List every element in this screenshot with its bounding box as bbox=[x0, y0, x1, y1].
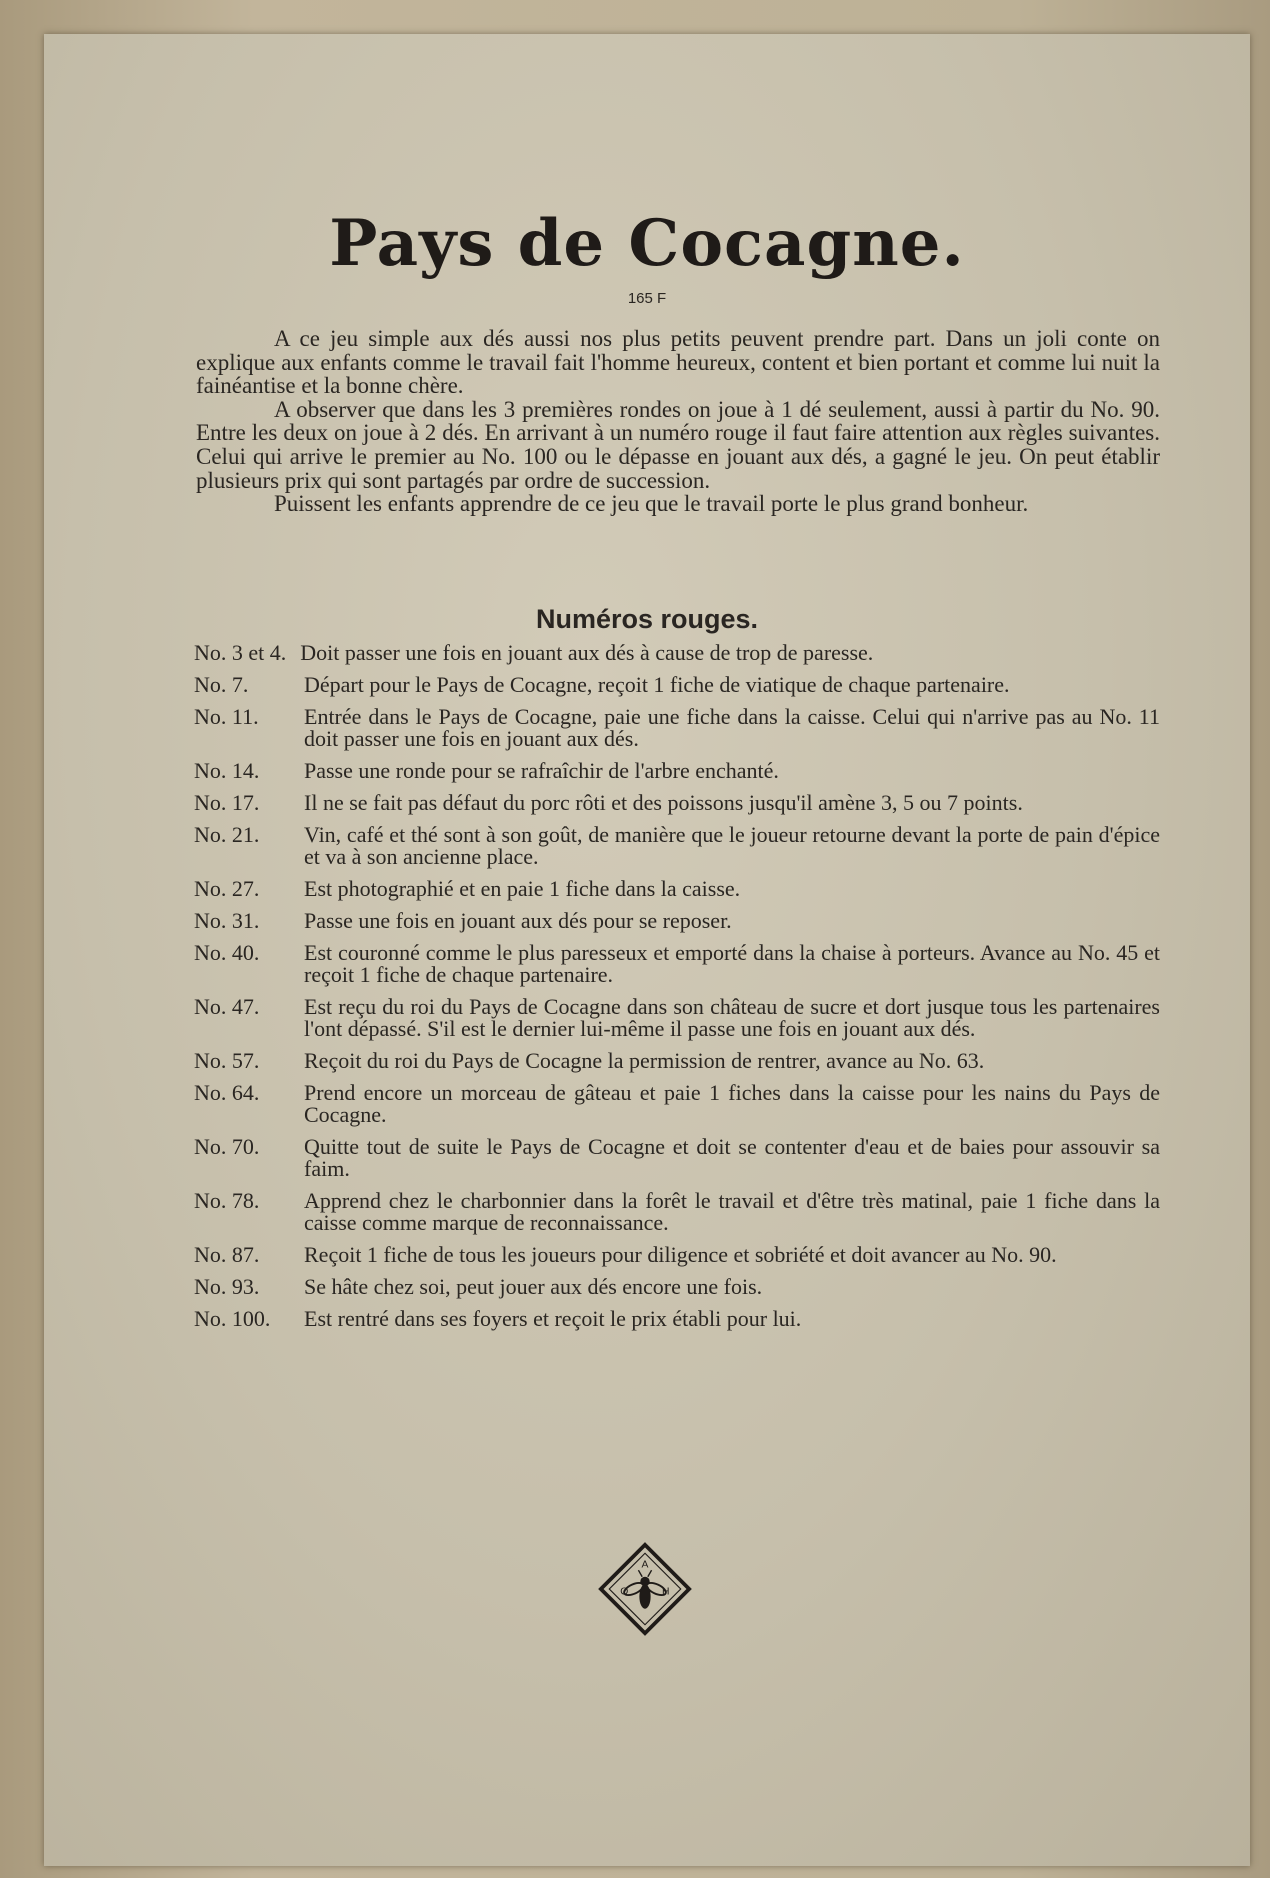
rule-text: Prend encore un morceau de gâteau et paie 1 fiches dans la caisse pour les nains du Pays de Cocagne. bbox=[304, 1080, 1160, 1127]
emblem-letter: H bbox=[661, 1586, 670, 1598]
rule-text: Se hâte chez soi, peut jouer aux dés encore une fois. bbox=[304, 1274, 763, 1299]
rule-item bbox=[194, 996, 1160, 1040]
rule-item bbox=[194, 942, 1160, 986]
rule-number: No. 100. bbox=[194, 1306, 271, 1331]
rule-number: No. 14. bbox=[194, 758, 260, 783]
rule-number: No. 27. bbox=[194, 876, 260, 901]
rule-number: No. 31. bbox=[194, 908, 260, 933]
section-heading: Numéros rouges. bbox=[535, 604, 759, 634]
rule-item bbox=[194, 1308, 1160, 1330]
rule-number: No. 93. bbox=[194, 1274, 260, 1299]
rule-number: No. 3 et 4. bbox=[194, 640, 287, 665]
rule-item bbox=[194, 1082, 1160, 1126]
rule-item bbox=[194, 910, 1160, 932]
rule-item bbox=[194, 792, 1160, 814]
rule-text: Reçoit du roi du Pays de Cocagne la permission de rentrer, avance au No. 63. bbox=[304, 1048, 985, 1073]
rule-text: Vin, café et thé sont à son goût, de manière que le joueur retourne devant la porte de pain d'épice et va à son ancienne place. bbox=[304, 822, 1160, 869]
intro-paragraph: Puissent les enfants apprendre de ce jeu que le travail porte le plus grand bonheur. bbox=[274, 491, 1029, 517]
rule-number: No. 40. bbox=[194, 940, 260, 965]
emblem-letter: A bbox=[641, 1559, 649, 1571]
rule-number: No. 21. bbox=[194, 822, 260, 847]
rule-number: No. 11. bbox=[194, 704, 259, 729]
rule-text: Quitte tout de suite le Pays de Cocagne et doit se contenter d'eau et de baies pour assouvir sa faim. bbox=[304, 1134, 1160, 1181]
rule-item bbox=[194, 1190, 1160, 1234]
rule-item bbox=[194, 878, 1160, 900]
rule-text: Apprend chez le charbonnier dans la forêt le travail et d'être très matinal, paie 1 fiche dans la caisse comme marque de reconnaissance. bbox=[304, 1188, 1160, 1235]
rule-number: No. 17. bbox=[194, 790, 260, 815]
rule-item bbox=[194, 1244, 1160, 1266]
emblem-letter: O bbox=[620, 1586, 629, 1598]
rule-text: Passe une fois en jouant aux dés pour se reposer. bbox=[304, 908, 732, 933]
document-title: Pays de Cocagne. bbox=[329, 206, 965, 281]
rule-text: Il ne se fait pas défaut du porc rôti et des poissons jusqu'il amène 3, 5 ou 7 points. bbox=[304, 790, 1023, 815]
rule-number: No. 78. bbox=[194, 1188, 260, 1213]
rule-text: Reçoit 1 fiche de tous les joueurs pour diligence et sobriété et doit avancer au No. 90. bbox=[304, 1242, 1057, 1267]
rule-text: Est couronné comme le plus paresseux et emporté dans la chaise à porteurs. Avance au No. 45 et reçoit 1 fiche de chaque partenaire. bbox=[304, 940, 1160, 987]
rule-item bbox=[194, 1276, 1160, 1298]
bee-diamond-logo bbox=[598, 1542, 692, 1636]
rule-text: Est reçu du roi du Pays de Cocagne dans son château de sucre et dort jusque tous les partenaires l'ont dépassé. S'il est le dernier lui-même il passe une fois en jouant aux dés. bbox=[304, 994, 1160, 1041]
intro-text bbox=[196, 327, 1160, 516]
rule-number: No. 47. bbox=[194, 994, 260, 1019]
intro-paragraph: A ce jeu simple aux dés aussi nos plus petits peuvent prendre part. Dans un joli conte on explique aux enfants comme le travail fait l'homme heureux, content et bien portant et comme lui nuit la fainéantise et la bonne chère. bbox=[196, 326, 1160, 399]
rule-item bbox=[194, 1136, 1160, 1180]
rule-number: No. 87. bbox=[194, 1242, 260, 1267]
rule-item bbox=[194, 642, 1160, 664]
document-code: 165 F bbox=[627, 290, 667, 307]
rule-text: Passe une ronde pour se rafraîchir de l'arbre enchanté. bbox=[304, 758, 779, 783]
rule-number: No. 57. bbox=[194, 1048, 260, 1073]
rule-item bbox=[194, 824, 1160, 868]
red-numbers-list bbox=[194, 642, 1160, 1340]
rule-text: Entrée dans le Pays de Cocagne, paie une fiche dans la caisse. Celui qui n'arrive pas au No. 11 doit passer une fois en jouant aux dés. bbox=[304, 704, 1160, 751]
rule-number: No. 64. bbox=[194, 1080, 260, 1105]
rule-text: Est photographié et en paie 1 fiche dans la caisse. bbox=[304, 876, 741, 901]
rule-text: Est rentré dans ses foyers et reçoit le prix établi pour lui. bbox=[304, 1306, 802, 1331]
rule-number: No. 70. bbox=[194, 1134, 260, 1159]
rule-item bbox=[194, 760, 1160, 782]
rule-item bbox=[194, 674, 1160, 696]
rule-item bbox=[194, 706, 1160, 750]
intro-paragraph: A observer que dans les 3 premières rondes on joue à 1 dé seulement, aussi à partir du No. 90. Entre les deux on joue à 2 dés. En arrivant à un numéro rouge il faut faire attention aux règles suivantes. Celui qui arrive le premier au No. 100 ou le dépasse en jouant aux dés, a gagné le jeu. On peut établir plusieurs prix qui sont partagés par ordre de succession. bbox=[196, 396, 1160, 493]
rules-sheet bbox=[44, 34, 1250, 1866]
rule-text: Départ pour le Pays de Cocagne, reçoit 1 fiche de viatique de chaque partenaire. bbox=[304, 672, 1010, 697]
rule-number: No. 7. bbox=[194, 672, 249, 697]
rule-item bbox=[194, 1050, 1160, 1072]
rule-text: Doit passer une fois en jouant aux dés à cause de trop de paresse. bbox=[300, 640, 874, 665]
